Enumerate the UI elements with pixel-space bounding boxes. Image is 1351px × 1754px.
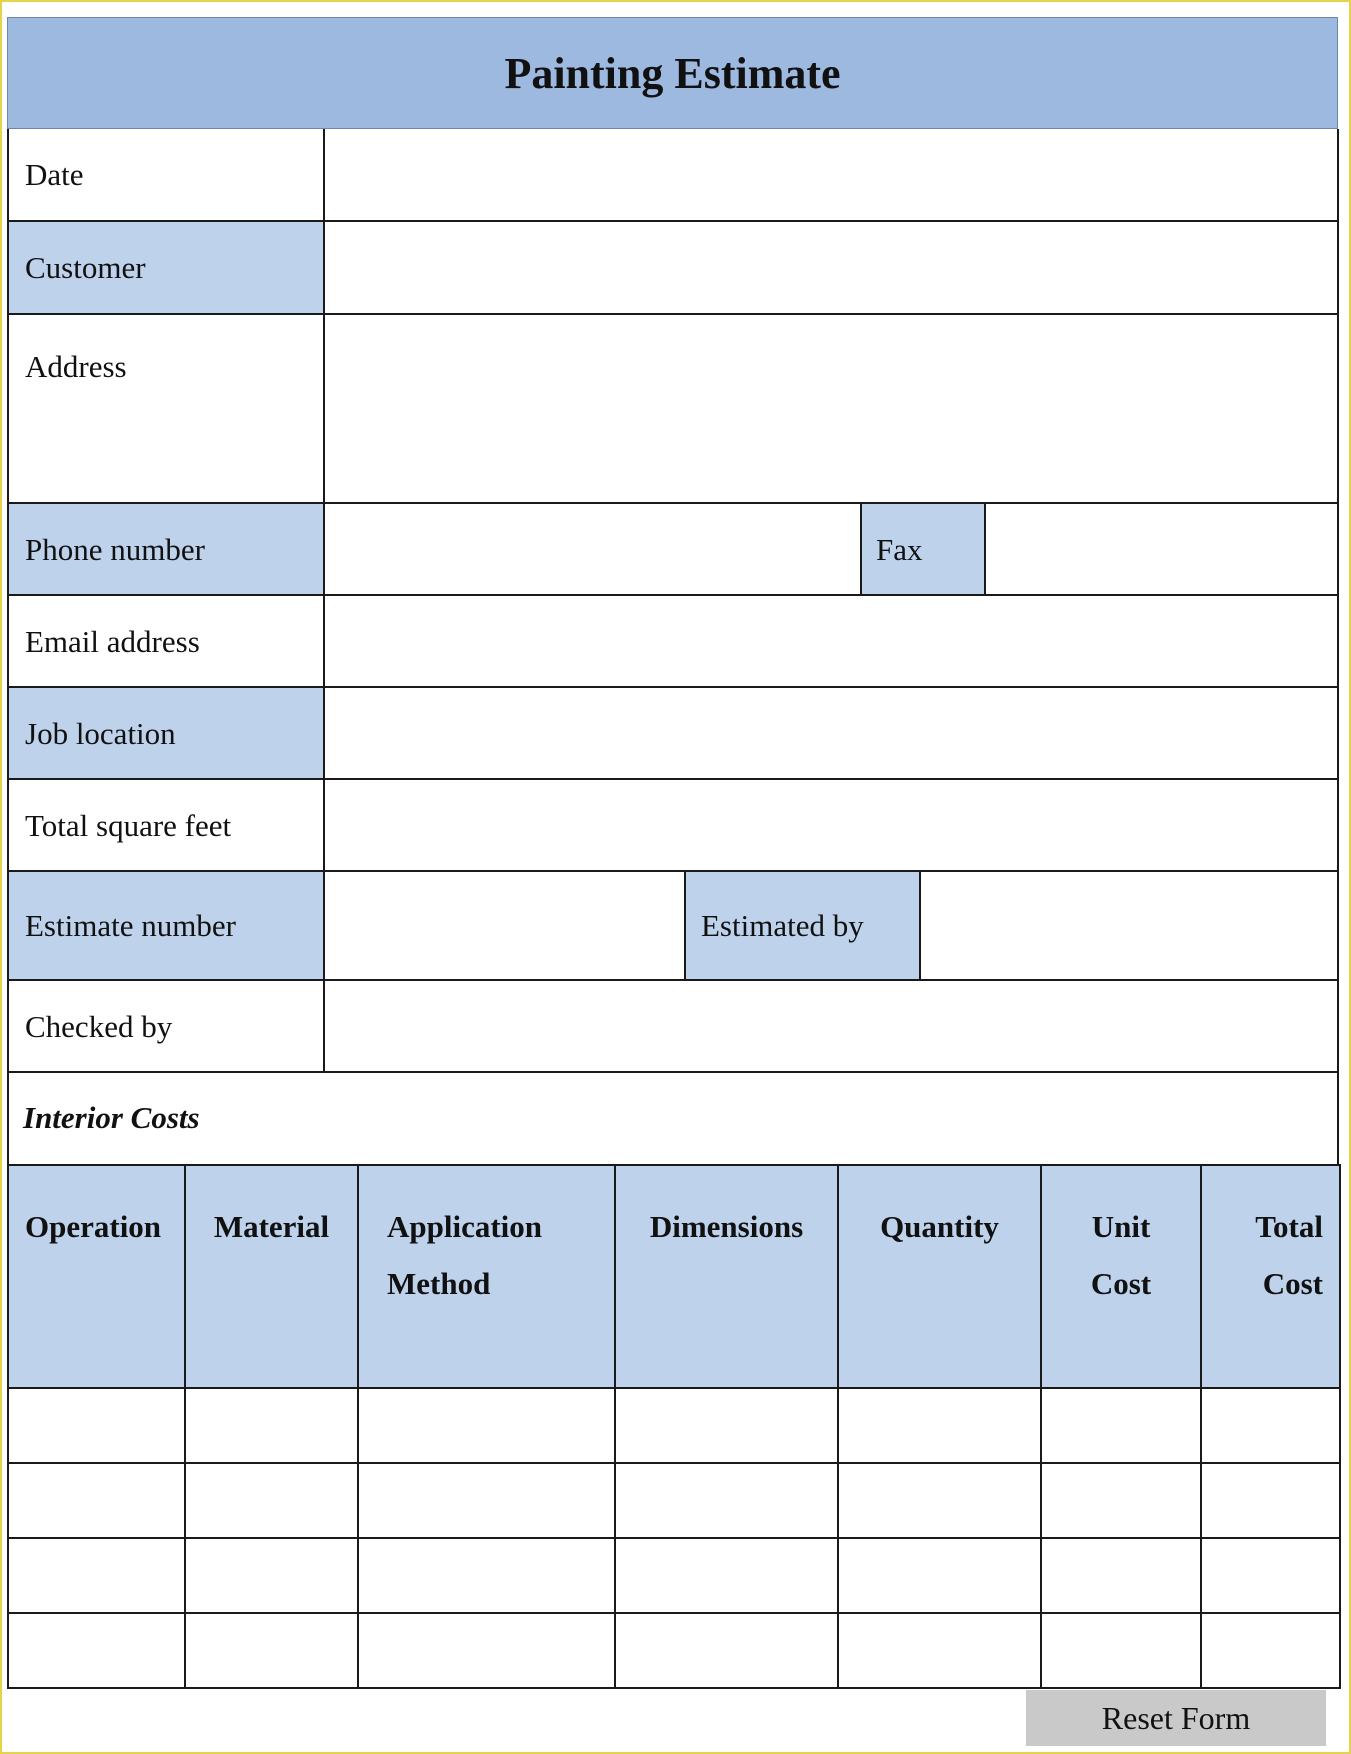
estimate-number-label: Estimate number — [9, 870, 325, 980]
interior-costs-table — [7, 1164, 1341, 1689]
table-row — [8, 1388, 1340, 1463]
estimated-by-field[interactable] — [919, 870, 1337, 980]
table-cell[interactable] — [1201, 1388, 1340, 1463]
table-cell[interactable] — [185, 1538, 358, 1613]
table-cell[interactable] — [615, 1463, 838, 1538]
fax-field[interactable] — [984, 502, 1337, 595]
table-cell[interactable] — [615, 1538, 838, 1613]
table-cell[interactable] — [8, 1613, 185, 1688]
date-field[interactable] — [323, 129, 1337, 221]
col-header-operation: Operation — [8, 1165, 185, 1388]
estimate-number-field[interactable] — [323, 870, 685, 980]
table-cell[interactable] — [838, 1613, 1041, 1688]
table-cell[interactable] — [615, 1613, 838, 1688]
table-cell[interactable] — [1041, 1613, 1201, 1688]
col-header-quantity: Quantity — [838, 1165, 1041, 1388]
job-location-label: Job location — [9, 686, 325, 779]
form-title: Painting Estimate — [7, 17, 1338, 129]
total-square-feet-label: Total square feet — [9, 778, 325, 871]
reset-form-button[interactable]: Reset Form — [1026, 1690, 1326, 1746]
table-cell[interactable] — [185, 1463, 358, 1538]
table-cell[interactable] — [838, 1388, 1041, 1463]
table-cell[interactable] — [615, 1388, 838, 1463]
date-label: Date — [25, 157, 84, 192]
table-cell[interactable] — [1041, 1538, 1201, 1613]
table-cell[interactable] — [185, 1613, 358, 1688]
total-cost-text: Total Cost — [1255, 1209, 1323, 1301]
table-cell[interactable] — [358, 1538, 615, 1613]
table-cell[interactable] — [8, 1538, 185, 1613]
table-cell[interactable] — [8, 1388, 185, 1463]
table-cell[interactable] — [358, 1613, 615, 1688]
phone-label: Phone number — [9, 502, 325, 595]
table-row — [8, 1538, 1340, 1613]
customer-label: Customer — [9, 220, 325, 314]
col-header-unit-cost — [1041, 1165, 1201, 1388]
col-header-application-method — [358, 1165, 615, 1388]
table-header-row — [8, 1165, 1340, 1388]
col-header-total-cost — [1201, 1165, 1340, 1388]
email-label: Email address — [9, 594, 325, 687]
table-cell[interactable] — [358, 1463, 615, 1538]
phone-field[interactable] — [323, 502, 860, 595]
checked-by-field[interactable] — [323, 979, 1337, 1072]
table-cell[interactable] — [1201, 1463, 1340, 1538]
unit-cost-text: Unit Cost — [1090, 1209, 1152, 1301]
table-row — [8, 1463, 1340, 1538]
checked-by-label: Checked by — [9, 979, 325, 1072]
table-cell[interactable] — [8, 1463, 185, 1538]
table-cell[interactable] — [185, 1388, 358, 1463]
customer-field[interactable] — [323, 220, 1337, 314]
total-square-feet-field[interactable] — [323, 778, 1337, 871]
table-cell[interactable] — [1041, 1463, 1201, 1538]
email-field[interactable] — [323, 594, 1337, 687]
table-row — [8, 1613, 1340, 1688]
fax-label: Fax — [860, 502, 985, 595]
table-cell[interactable] — [1201, 1538, 1340, 1613]
address-field[interactable] — [323, 313, 1337, 503]
table-cell[interactable] — [838, 1538, 1041, 1613]
table-cell[interactable] — [838, 1463, 1041, 1538]
col-header-dimensions: Dimensions — [615, 1165, 838, 1388]
estimated-by-label: Estimated by — [684, 870, 920, 980]
col-header-material: Material — [185, 1165, 358, 1388]
table-cell[interactable] — [1041, 1388, 1201, 1463]
table-cell[interactable] — [358, 1388, 615, 1463]
address-label: Address — [9, 313, 325, 503]
application-method-text: Application Method — [387, 1209, 543, 1301]
interior-costs-heading: Interior Costs — [7, 1071, 1338, 1163]
table-cell[interactable] — [1201, 1613, 1340, 1688]
job-location-field[interactable] — [323, 686, 1337, 779]
